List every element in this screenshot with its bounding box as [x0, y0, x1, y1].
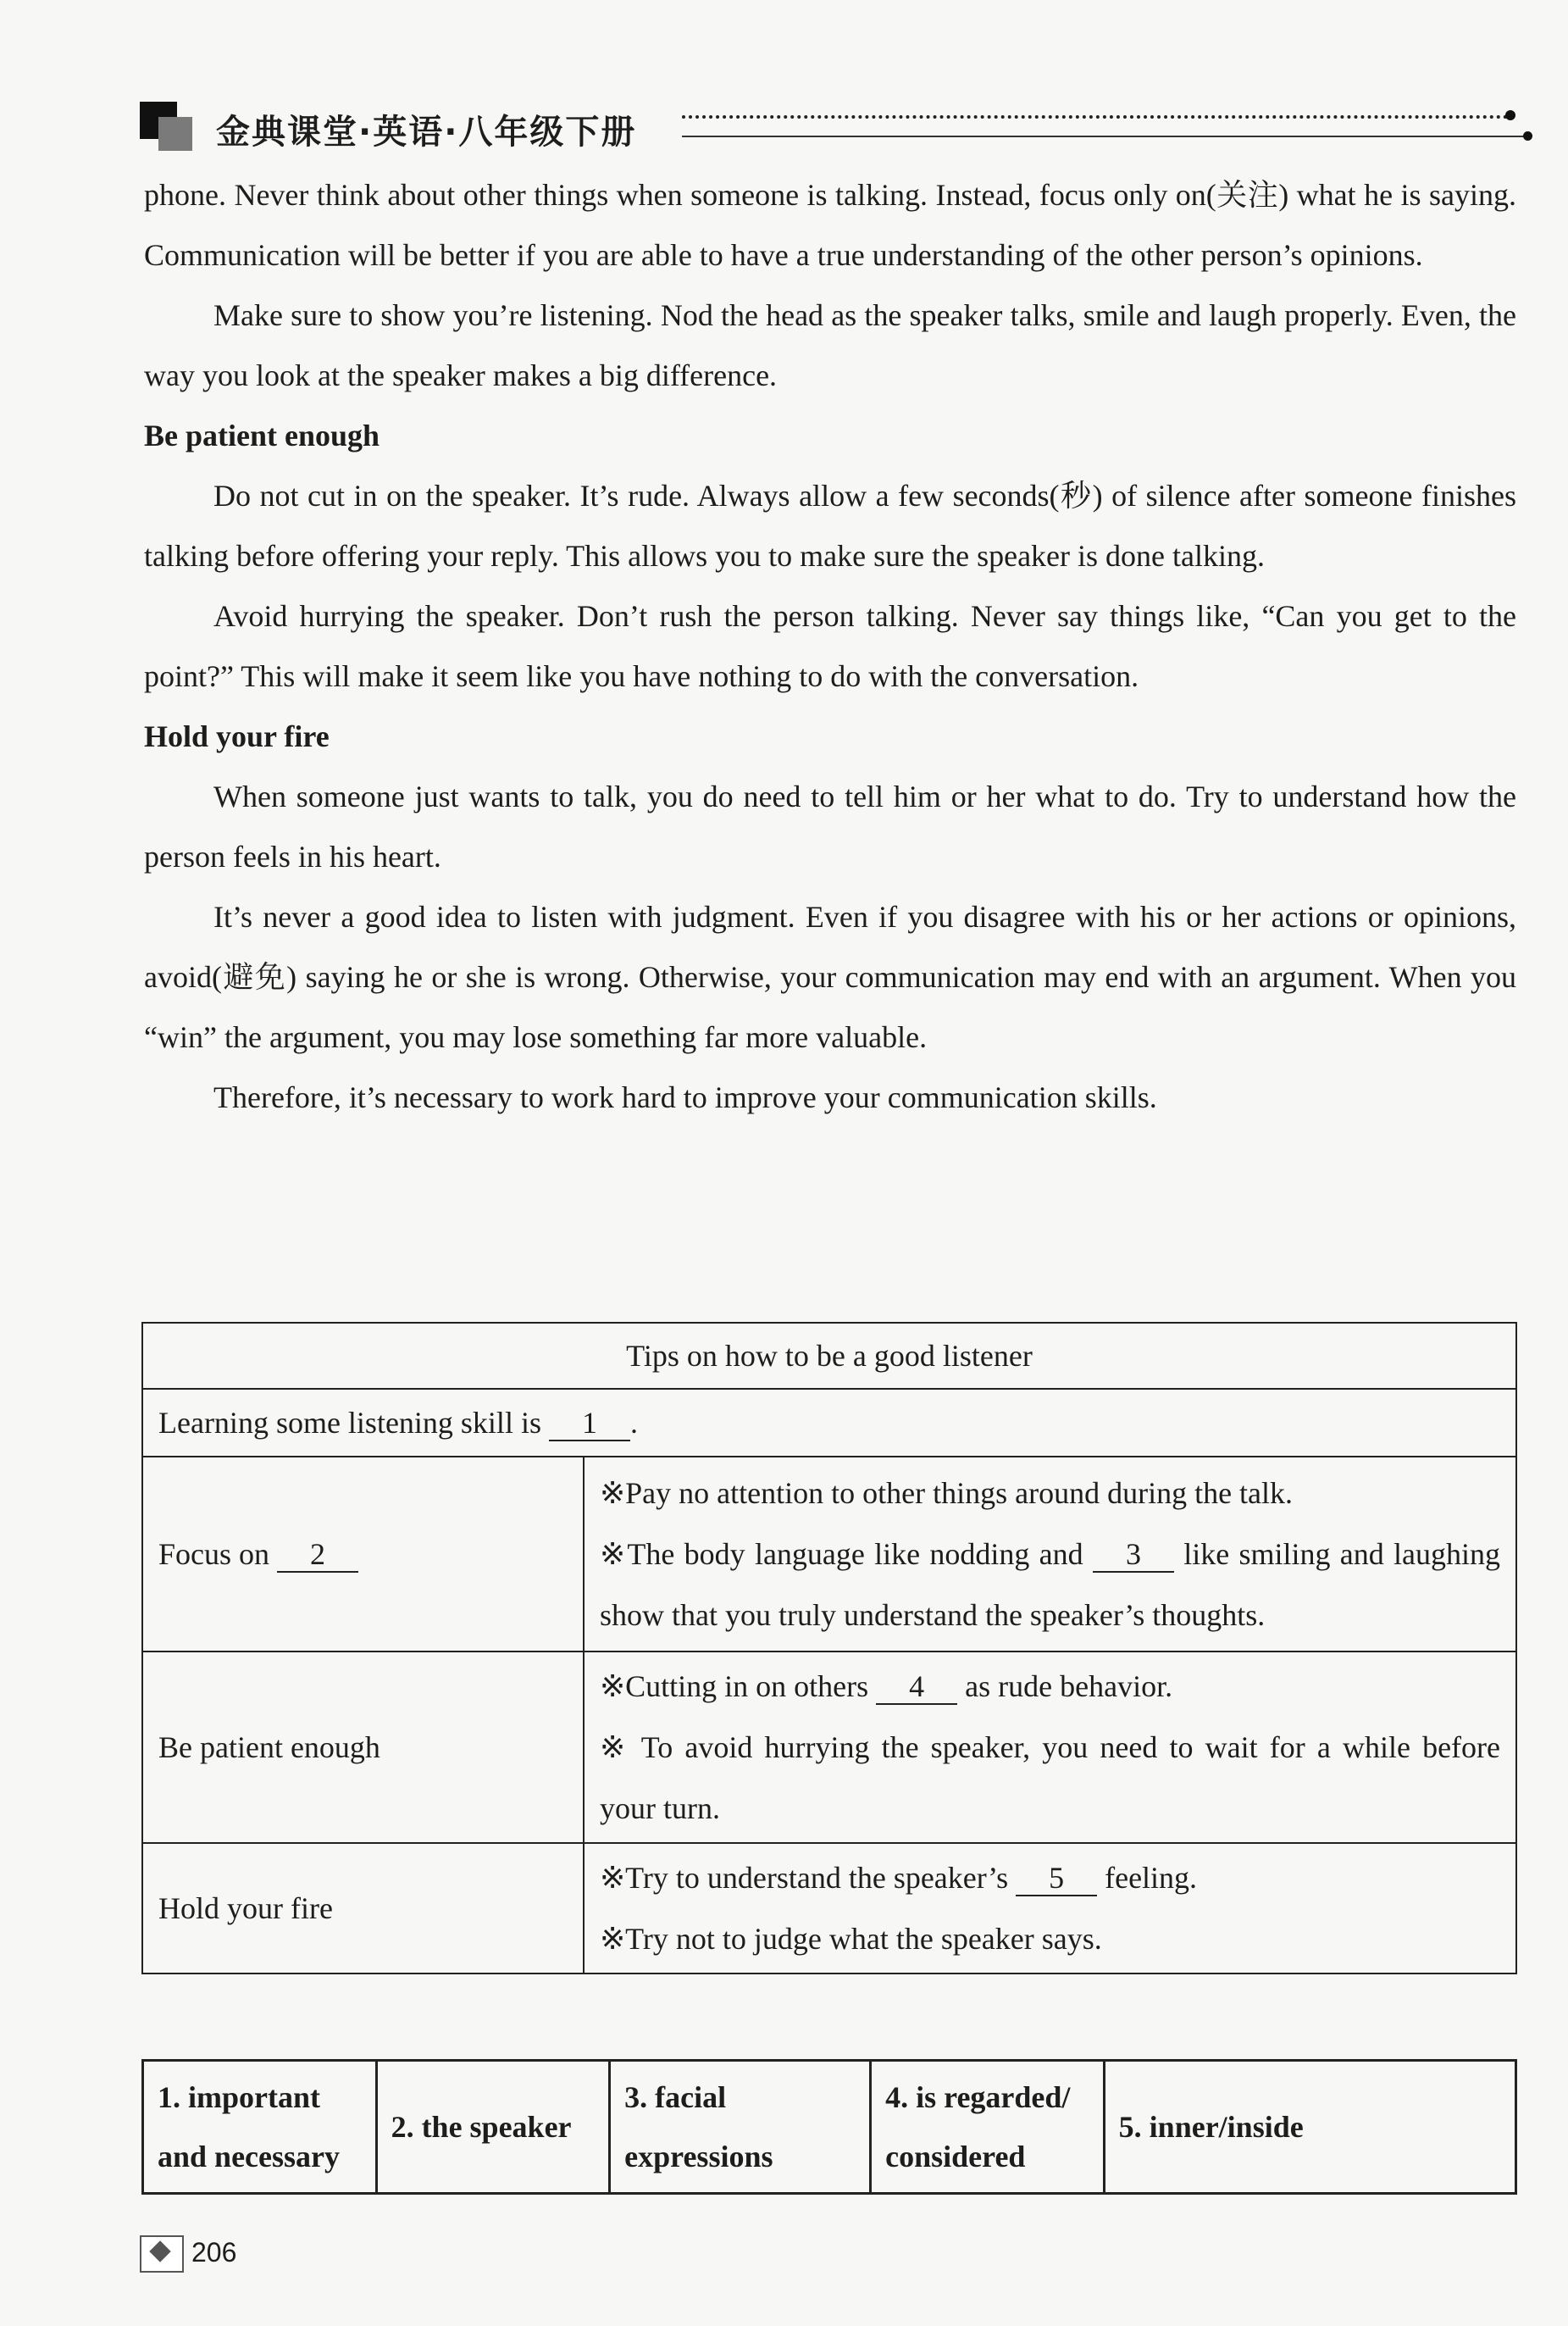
fire-line-2: ※Try not to judge what the speaker says.: [600, 1922, 1102, 1956]
page-header: [140, 93, 1529, 153]
fire-line-1-start: ※Try to understand the speaker’s: [600, 1861, 1017, 1895]
header-line-dot: [1523, 131, 1532, 141]
tips-label-patient: Be patient enough: [142, 1652, 584, 1843]
page-number: 206: [191, 2237, 237, 2268]
focus-label-text: Focus on: [158, 1537, 278, 1571]
tips-table-title: Tips on how to be a good listener: [142, 1323, 1516, 1389]
page-number-diamond-icon: [140, 2235, 184, 2273]
tips-row-skill: [142, 1389, 1516, 1457]
patient-line-1-start: ※Cutting in on others: [600, 1669, 877, 1703]
fire-line-1-end: feeling.: [1097, 1861, 1198, 1895]
patient-line-1: [600, 1656, 1500, 1717]
paragraph: It’s never a good idea to listen with judgment. Even if you disagree with his or her actions or opinions, avoid(避免) saying he or she is wrong. Otherwise, your communication may end with an argument. When you “win” the argument, you may lose something far more valuable.: [144, 900, 1516, 1054]
blank-2: 2: [277, 1537, 358, 1573]
blank-3: 3: [1093, 1537, 1174, 1573]
fire-line-1: [600, 1847, 1500, 1908]
header-solid-rule: [682, 136, 1529, 137]
section-heading: Be patient enough: [144, 419, 380, 452]
paragraph: When someone just wants to talk, you do need to tell him or her what to do. Try to understand how the person feels in his heart.: [144, 780, 1516, 874]
focus-line-2-end: like smiling and laughing show that you truly understand the speaker’s thoughts.: [600, 1537, 1500, 1632]
tips-label-focus: [142, 1457, 584, 1652]
answer-4: 4. is regarded/ considered: [871, 2061, 1105, 2194]
header-logo-shadow: [158, 117, 192, 151]
focus-line-1: ※Pay no attention to other things around during the talk.: [600, 1476, 1294, 1510]
paragraph: Therefore, it’s necessary to work hard to improve your communication skills.: [213, 1080, 1157, 1114]
answer-key-table: [141, 2059, 1517, 2195]
section-heading: Hold your fire: [144, 719, 330, 753]
header-title: 金典课堂·英语·八年级下册: [216, 113, 637, 152]
paragraph: Do not cut in on the speaker. It’s rude. Always allow a few seconds(秒) of silence after someone finishes talking before offering your reply. This allows you to make sure the speaker is done talking.: [144, 479, 1516, 573]
tips-row-skill-end: .: [629, 1406, 638, 1440]
blank-5: 5: [1016, 1861, 1097, 1896]
answer-5: 5. inner/inside: [1104, 2061, 1515, 2194]
patient-line-2: ※ To avoid hurrying the speaker, you need to wait for a while before your turn.: [600, 1730, 1500, 1825]
answer-3: 3. facial expressions: [610, 2061, 871, 2194]
focus-line-2: [600, 1524, 1500, 1646]
answer-2: 2. the speaker: [376, 2061, 610, 2194]
focus-line-2-start: ※The body language like nodding and: [600, 1537, 1093, 1571]
tips-table: [141, 1322, 1517, 1974]
patient-line-1-end: as rude behavior.: [957, 1669, 1173, 1703]
blank-4: 4: [876, 1669, 957, 1705]
header-rule-dot: [1505, 110, 1515, 120]
tips-row-skill-text: Learning some listening skill is: [158, 1406, 549, 1440]
tips-label-fire: Hold your fire: [142, 1843, 584, 1973]
header-dotted-rule: [682, 115, 1508, 119]
tips-content-focus: [584, 1457, 1516, 1652]
tips-content-patient: [584, 1652, 1516, 1843]
paragraph: Avoid hurrying the speaker. Don’t rush the person talking. Never say things like, “Can you get to the point?” This will make it seem like you have nothing to do with the conversation.: [144, 599, 1516, 693]
passage-body: [144, 165, 1516, 1128]
paragraph: phone. Never think about other things when someone is talking. Instead, focus only on(关注) what he is saying. Communication will be better if you are able to have a true understanding of the other person’s opinions.: [144, 178, 1516, 272]
blank-1: 1: [549, 1406, 630, 1441]
paragraph: Make sure to show you’re listening. Nod the head as the speaker talks, smile and laugh properly. Even, the way you look at the speaker makes a big difference.: [144, 298, 1516, 392]
answer-1: 1. important and necessary: [143, 2061, 377, 2194]
tips-content-fire: [584, 1843, 1516, 1973]
